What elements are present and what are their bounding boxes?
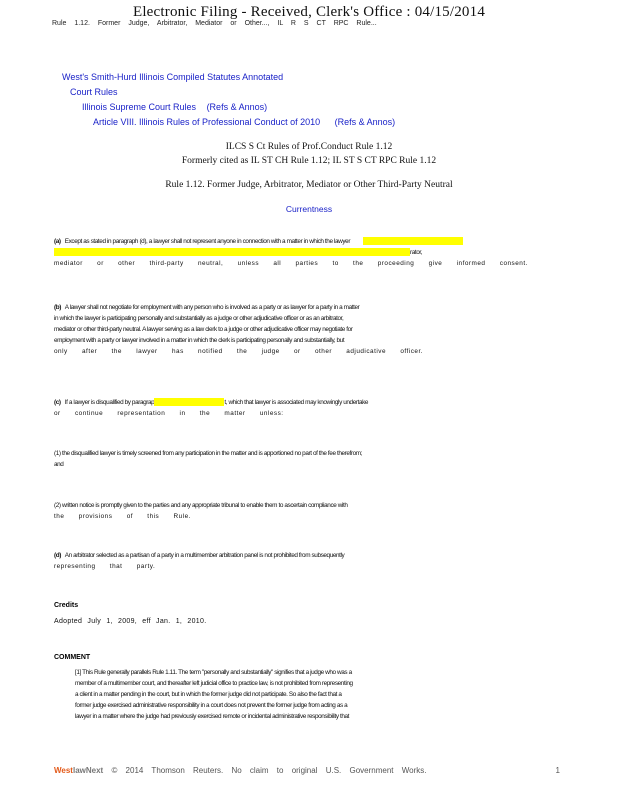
comment-line: [1] This Rule generally parallels Rule 1.11. The term "personally and substantially" signifies that a judge who was a <box>75 669 352 676</box>
running-header: Rule 1.12. Former Judge, Arbitrator, Mediator or Other..., IL R S CT RPC Rule... <box>52 20 377 27</box>
paragraph-text: (2) written notice is promptly given to the parties and any appropriate tribunal to enable them to ascertain compliance with <box>54 502 348 509</box>
paragraph-text: the provisions of this Rule. <box>54 513 191 520</box>
brand-logo: West <box>54 766 73 775</box>
paragraph-text: rator, <box>410 249 423 256</box>
paragraph-text: in which the lawyer is participating personally and substantially as a judge or other adjudicative officer or as an arbitrator, <box>54 315 344 322</box>
comment-heading: COMMENT <box>54 654 91 661</box>
brand-logo-suffix: lawNext <box>72 766 104 775</box>
currentness-link[interactable]: Currentness <box>285 204 333 214</box>
toc-item-supreme-court-rules[interactable] <box>82 102 267 112</box>
paragraph-text: t, which that lawyer is associated may knowingly undertake <box>224 399 369 406</box>
toc-item-label[interactable]: West's Smith-Hurd Illinois Compiled Statutes Annotated <box>62 72 284 82</box>
paragraph-text: (1) the disqualified lawyer is timely screened from any participation in the matter and is apportioned no part of the fee therefrom; <box>54 450 363 457</box>
paragraph-d <box>54 550 574 572</box>
rule-title: Rule 1.12. Former Judge, Arbitrator, Mediator or Other Third-Party Neutral <box>165 180 453 190</box>
comment-line: a client in a matter pending in the court, but in which the former judge did not participate. So also the fact that a <box>75 691 342 698</box>
paragraph-text: only after the lawyer has notified the judge or other adjudicative officer. <box>54 348 424 355</box>
paragraph-text: A lawyer shall not negotiate for employment with any person who is involved as a party or as lawyer for a party in a matter <box>64 304 360 311</box>
comment-line: lawyer in a matter where the judge had previously exercised remote or incidental administrative responsibility that <box>75 713 350 720</box>
filing-stamp: Electronic Filing - Received, Clerk's Office : 04/15/2014 <box>132 4 486 20</box>
comment-body <box>75 667 575 722</box>
paragraph-text: Except as stated in paragraph (d), a lawyer shall not represent anyone in connection with a matter in which the lawyer <box>64 238 351 245</box>
toc-refs-link[interactable]: (Refs & Annos) <box>334 117 396 127</box>
paragraph-a <box>54 236 574 269</box>
paragraph-label: (a) <box>54 238 61 245</box>
toc-item-statutes[interactable] <box>62 72 283 82</box>
paragraph-text: or continue representation in the matter unless: <box>54 410 284 417</box>
toc-item-label[interactable]: Article VIII. Illinois Rules of Professional Conduct of 2010 <box>93 117 321 127</box>
toc-item-label[interactable]: Illinois Supreme Court Rules <box>82 102 197 112</box>
comment-line: former judge exercised administrative responsibility in a court does not prevent the former judge from acting as a <box>75 702 348 709</box>
paragraph-text: An arbitrator selected as a partisan of a party in a multimember arbitration panel is not prohibited from subsequently <box>64 552 345 559</box>
paragraph-c <box>54 397 574 419</box>
toc-item-court-rules[interactable] <box>70 87 118 97</box>
citation-line-2: Formerly cited as IL ST CH Rule 1.12; IL ST S CT RPC Rule 1.12 <box>181 156 437 166</box>
paragraph-text: mediator or other third-party neutral, unless all parties to the proceeding give informed consent. <box>54 260 528 267</box>
redaction-highlight <box>363 237 463 245</box>
toc-item-label[interactable]: Court Rules <box>70 87 118 97</box>
paragraph-text: and <box>54 461 64 468</box>
redaction-highlight <box>154 398 224 406</box>
paragraph-label: (c) <box>54 399 61 406</box>
page-footer <box>54 766 560 775</box>
toc-item-article-viii[interactable] <box>93 117 395 127</box>
comment-line: member of a multimember court, and thereafter left judicial office to practice law, is not prohibited from representing <box>75 680 353 687</box>
page-number: 1 <box>555 766 560 775</box>
credits-heading: Credits <box>54 602 79 609</box>
paragraph-c1 <box>54 448 574 470</box>
paragraph-text: mediator or other third-party neutral. A lawyer serving as a law clerk to a judge or other adjudicative officer may negotiate for <box>54 326 353 333</box>
copyright-notice: © 2014 Thomson Reuters. No claim to original U.S. Government Works. <box>111 766 427 775</box>
paragraph-text: representing that party. <box>54 563 156 570</box>
credits-text: Adopted July 1, 2009, eff Jan. 1, 2010. <box>54 618 207 625</box>
paragraph-text: If a lawyer is disqualified by paragrap <box>64 399 155 406</box>
citation-line-1: ILCS S Ct Rules of Prof.Conduct Rule 1.12 <box>225 142 393 152</box>
paragraph-label: (d) <box>54 552 61 559</box>
paragraph-b <box>54 302 574 357</box>
paragraph-text: employment with a party or lawyer involved in a matter in which the clerk is participating personally and substantially, but <box>54 337 345 344</box>
paragraph-label: (b) <box>54 304 61 311</box>
redaction-highlight <box>54 248 410 256</box>
paragraph-c2 <box>54 500 574 522</box>
toc-refs-link[interactable]: (Refs & Annos) <box>206 102 268 112</box>
